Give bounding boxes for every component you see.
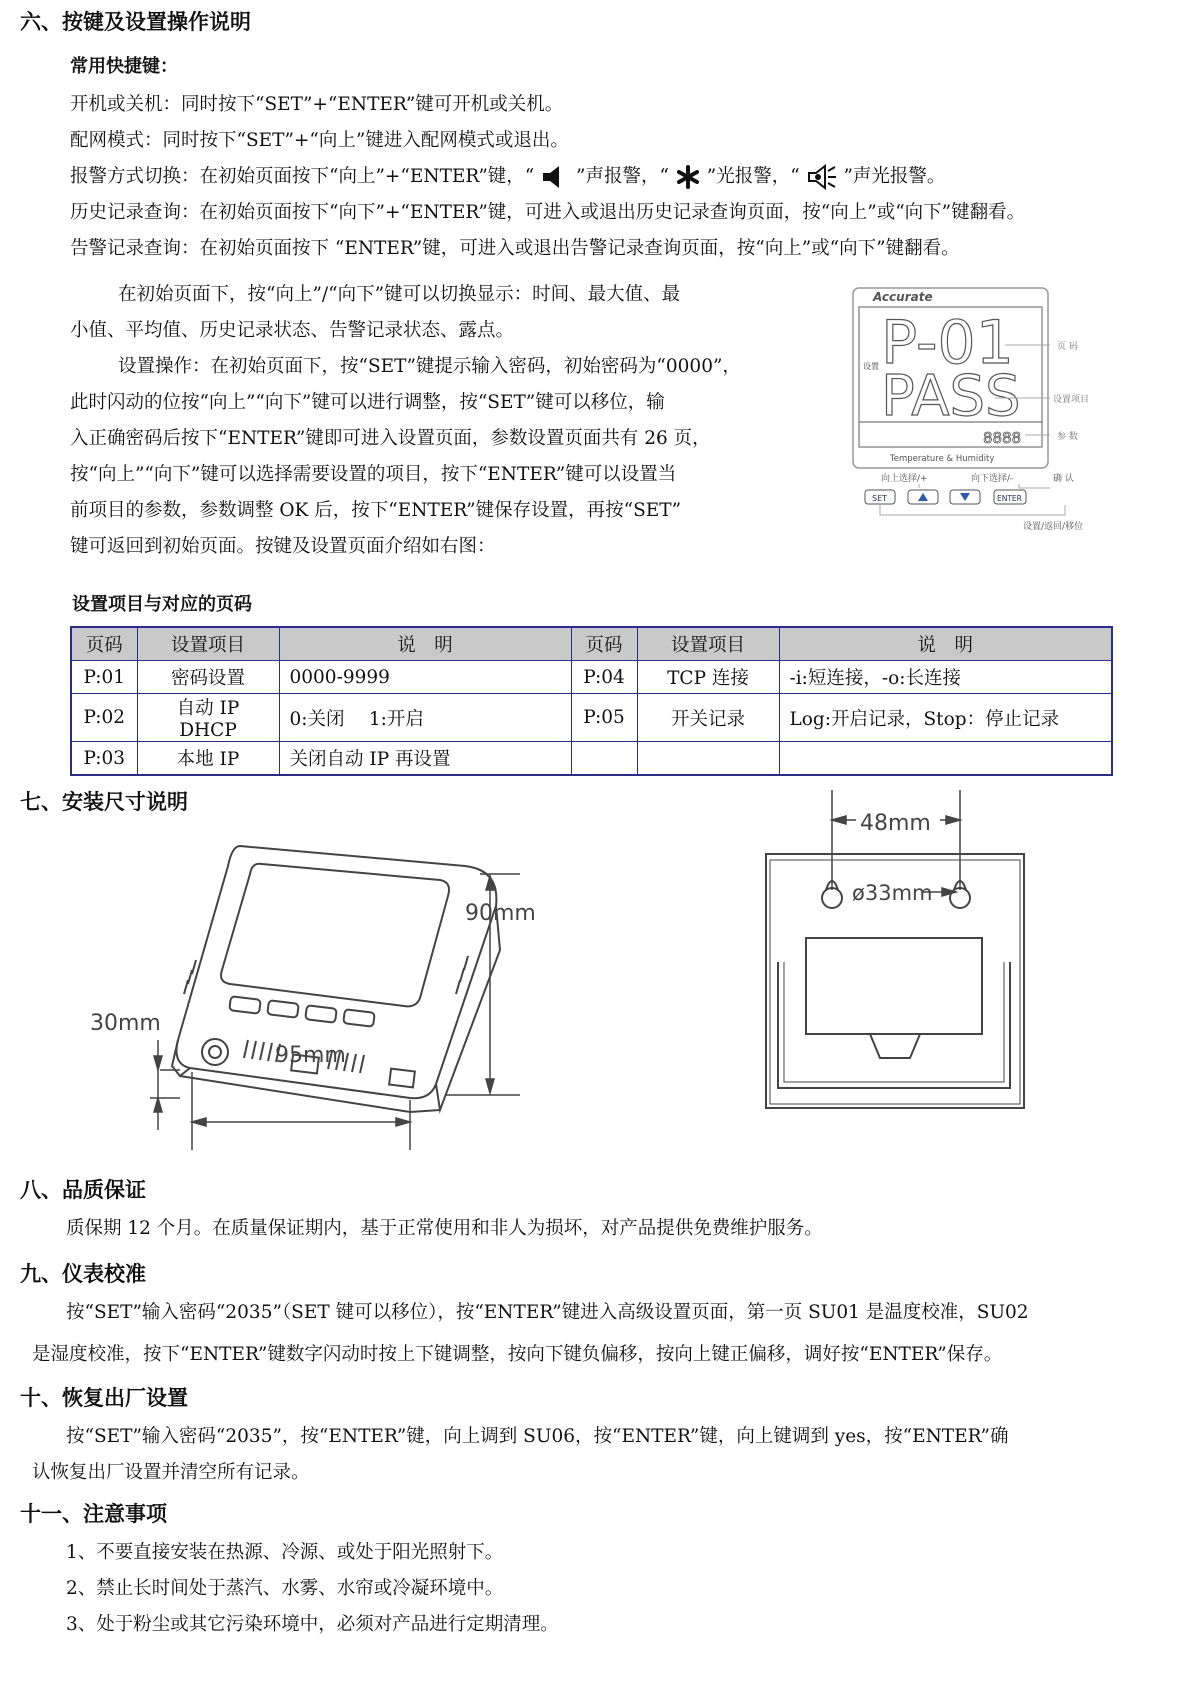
dim-bracket-width: 48mm (860, 811, 931, 836)
section7-title: 七、安装尺寸说明 (20, 790, 188, 814)
header-desc-2: 说 明 (779, 627, 1112, 661)
cell: P:03 (71, 742, 137, 776)
alarm-text-b: ”声报警，“ (576, 166, 669, 187)
para-line-3: 设置操作：在初始页面下，按“SET”键提示输入密码，初始密码为“0000”， (118, 356, 741, 377)
screen-page-code: P-01 (881, 308, 1014, 378)
cell: 开关记录 (637, 694, 779, 742)
cell: 自动 IP DHCP (137, 694, 279, 742)
section8-title: 八、品质保证 (20, 1178, 146, 1202)
cell: 密码设置 (137, 661, 279, 694)
cell: 0:关闭 1:开启 (279, 694, 571, 742)
shortcut-network: 配网模式：同时按下“SET”+“向上”键进入配网模式或退出。 (70, 130, 569, 151)
header-desc: 说 明 (279, 627, 571, 661)
label-down-select: 向下选择/- (971, 474, 1014, 484)
header-item: 设置项目 (137, 627, 279, 661)
panel-footer: Temperature & Humidity (890, 454, 995, 464)
factory-reset-line-1: 按“SET”输入密码“2035”，按“ENTER”键，向上调到 SU06，按“ENTER”键，向上键调到 yes，按“ENTER”确 (66, 1426, 1009, 1447)
table-row (71, 742, 1112, 776)
light-asterisk-icon (675, 164, 701, 190)
warranty-text: 质保期 12 个月。在质量保证期内，基于正常使用和非人为损坏，对产品提供免费维护服务。 (66, 1218, 823, 1239)
panel-brand: Accurate (873, 290, 933, 304)
cell: -i:短连接，-o:长连接 (779, 661, 1112, 694)
cell: P:01 (71, 661, 137, 694)
alarm-text-d: ”声光报警。 (843, 166, 946, 187)
callout-page: 页 码 (1057, 342, 1078, 352)
table-row (71, 694, 1112, 742)
para-line-7: 前项目的参数，参数调整 OK 后，按下“ENTER”键保存设置，再按“SET” (70, 500, 682, 521)
device-set-label: SET (872, 494, 888, 503)
device-panel-figure (845, 283, 1115, 533)
cell: 关闭自动 IP 再设置 (279, 742, 571, 776)
section6-title: 六、按键及设置操作说明 (20, 10, 251, 34)
cell: P:05 (571, 694, 637, 742)
cell: TCP 连接 (637, 661, 779, 694)
bracket-drawing (760, 790, 1040, 1110)
cell: P:04 (571, 661, 637, 694)
cell (779, 742, 1112, 776)
factory-reset-line-2: 认恢复出厂设置并清空所有记录。 (32, 1462, 310, 1483)
shortcuts-title: 常用快捷键： (70, 56, 178, 77)
shortcut-power: 开机或关机：同时按下“SET”+“ENTER”键可开机或关机。 (70, 94, 564, 115)
para-line-2: 小值、平均值、历史记录状态、告警记录状态、露点。 (70, 320, 515, 341)
para-line-5: 入正确密码后按下“ENTER”键即可进入设置页面，参数设置页面共有 26 页， (70, 428, 711, 449)
speaker-light-icon (806, 164, 838, 190)
screen-pass: PASS (881, 364, 1021, 429)
header-page-2: 页码 (571, 627, 637, 661)
screen-setting-label: 设置 (863, 362, 879, 371)
alert-query: 告警记录查询：在初始页面按下 “ENTER”键，可进入或退出告警记录查询页面，按“向上”或“向下”键翻看。 (70, 238, 960, 259)
calibration-line-1: 按“SET”输入密码“2035”（SET 键可以移位），按“ENTER”键进入高级设置页面，第一页 SU01 是温度校准，SU02 (66, 1302, 1029, 1323)
notice-item-2: 2、禁止长时间处于蒸汽、水雾、水帘或冷凝环境中。 (66, 1578, 504, 1599)
para-line-6: 按“向上”“向下”键可以选择需要设置的项目，按下“ENTER”键可以设置当 (70, 464, 677, 485)
settings-table (70, 626, 1113, 776)
cell (571, 742, 637, 776)
speaker-icon (540, 164, 570, 190)
table-header-row (71, 627, 1112, 661)
dim-depth: 30mm (90, 1011, 161, 1036)
section11-title: 十一、注意事项 (20, 1502, 167, 1526)
cell: 本地 IP (137, 742, 279, 776)
history-query: 历史记录查询：在初始页面按下“向下”+“ENTER”键，可进入或退出历史记录查询页面，按“向上”或“向下”键翻看。 (70, 202, 1026, 223)
para-line-8: 键可返回到初始页面。按键及设置页面介绍如右图： (70, 536, 496, 557)
cell: P:02 (71, 694, 137, 742)
notice-item-3: 3、处于粉尘或其它污染环境中，必须对产品进行定期清理。 (66, 1614, 559, 1635)
shortcut-alarm (70, 162, 945, 190)
device-iso-drawing (80, 830, 560, 1160)
calibration-line-2: 是湿度校准，按下“ENTER”键数字闪动时按上下键调整，按向下键负偏移，按向上键正偏移，调好按“ENTER”保存。 (32, 1344, 1003, 1365)
callout-item: 设置项目 (1053, 395, 1090, 405)
device-enter-label: ENTER (997, 494, 1022, 503)
alarm-text-c: ”光报警，“ (706, 166, 800, 187)
notice-item-1: 1、不要直接安装在热源、冷源、或处于阳光照射下。 (66, 1542, 504, 1563)
section9-title: 九、仪表校准 (20, 1262, 146, 1286)
callout-param: 参 数 (1057, 432, 1078, 442)
cell: 0000-9999 (279, 661, 571, 694)
alarm-text-a: 报警方式切换：在初始页面按下“向上”+“ENTER”键，“ (70, 166, 535, 187)
dim-width: 95mm (275, 1043, 346, 1068)
header-item-2: 设置项目 (637, 627, 779, 661)
dim-hole-distance: ø33mm (852, 881, 933, 905)
label-up-select: 向上选择/+ (881, 474, 928, 484)
para-line-4: 此时闪动的位按“向上”“向下”键可以进行调整，按“SET”键可以移位，输 (70, 392, 665, 413)
cell: Log:开启记录，Stop：停止记录 (779, 694, 1112, 742)
label-set-back-shift: 设置/返回/移位 (1023, 522, 1084, 532)
label-confirm: 确 认 (1053, 474, 1074, 484)
screen-param-digits: 8888 (983, 429, 1022, 447)
table-title: 设置项目与对应的页码 (72, 594, 252, 615)
section10-title: 十、恢复出厂设置 (20, 1386, 188, 1410)
para-line-1: 在初始页面下，按“向上”/“向下”键可以切换显示：时间、最大值、最 (118, 284, 681, 305)
table-row (71, 661, 1112, 694)
header-page: 页码 (71, 627, 137, 661)
cell (637, 742, 779, 776)
dim-height: 90mm (465, 901, 536, 926)
